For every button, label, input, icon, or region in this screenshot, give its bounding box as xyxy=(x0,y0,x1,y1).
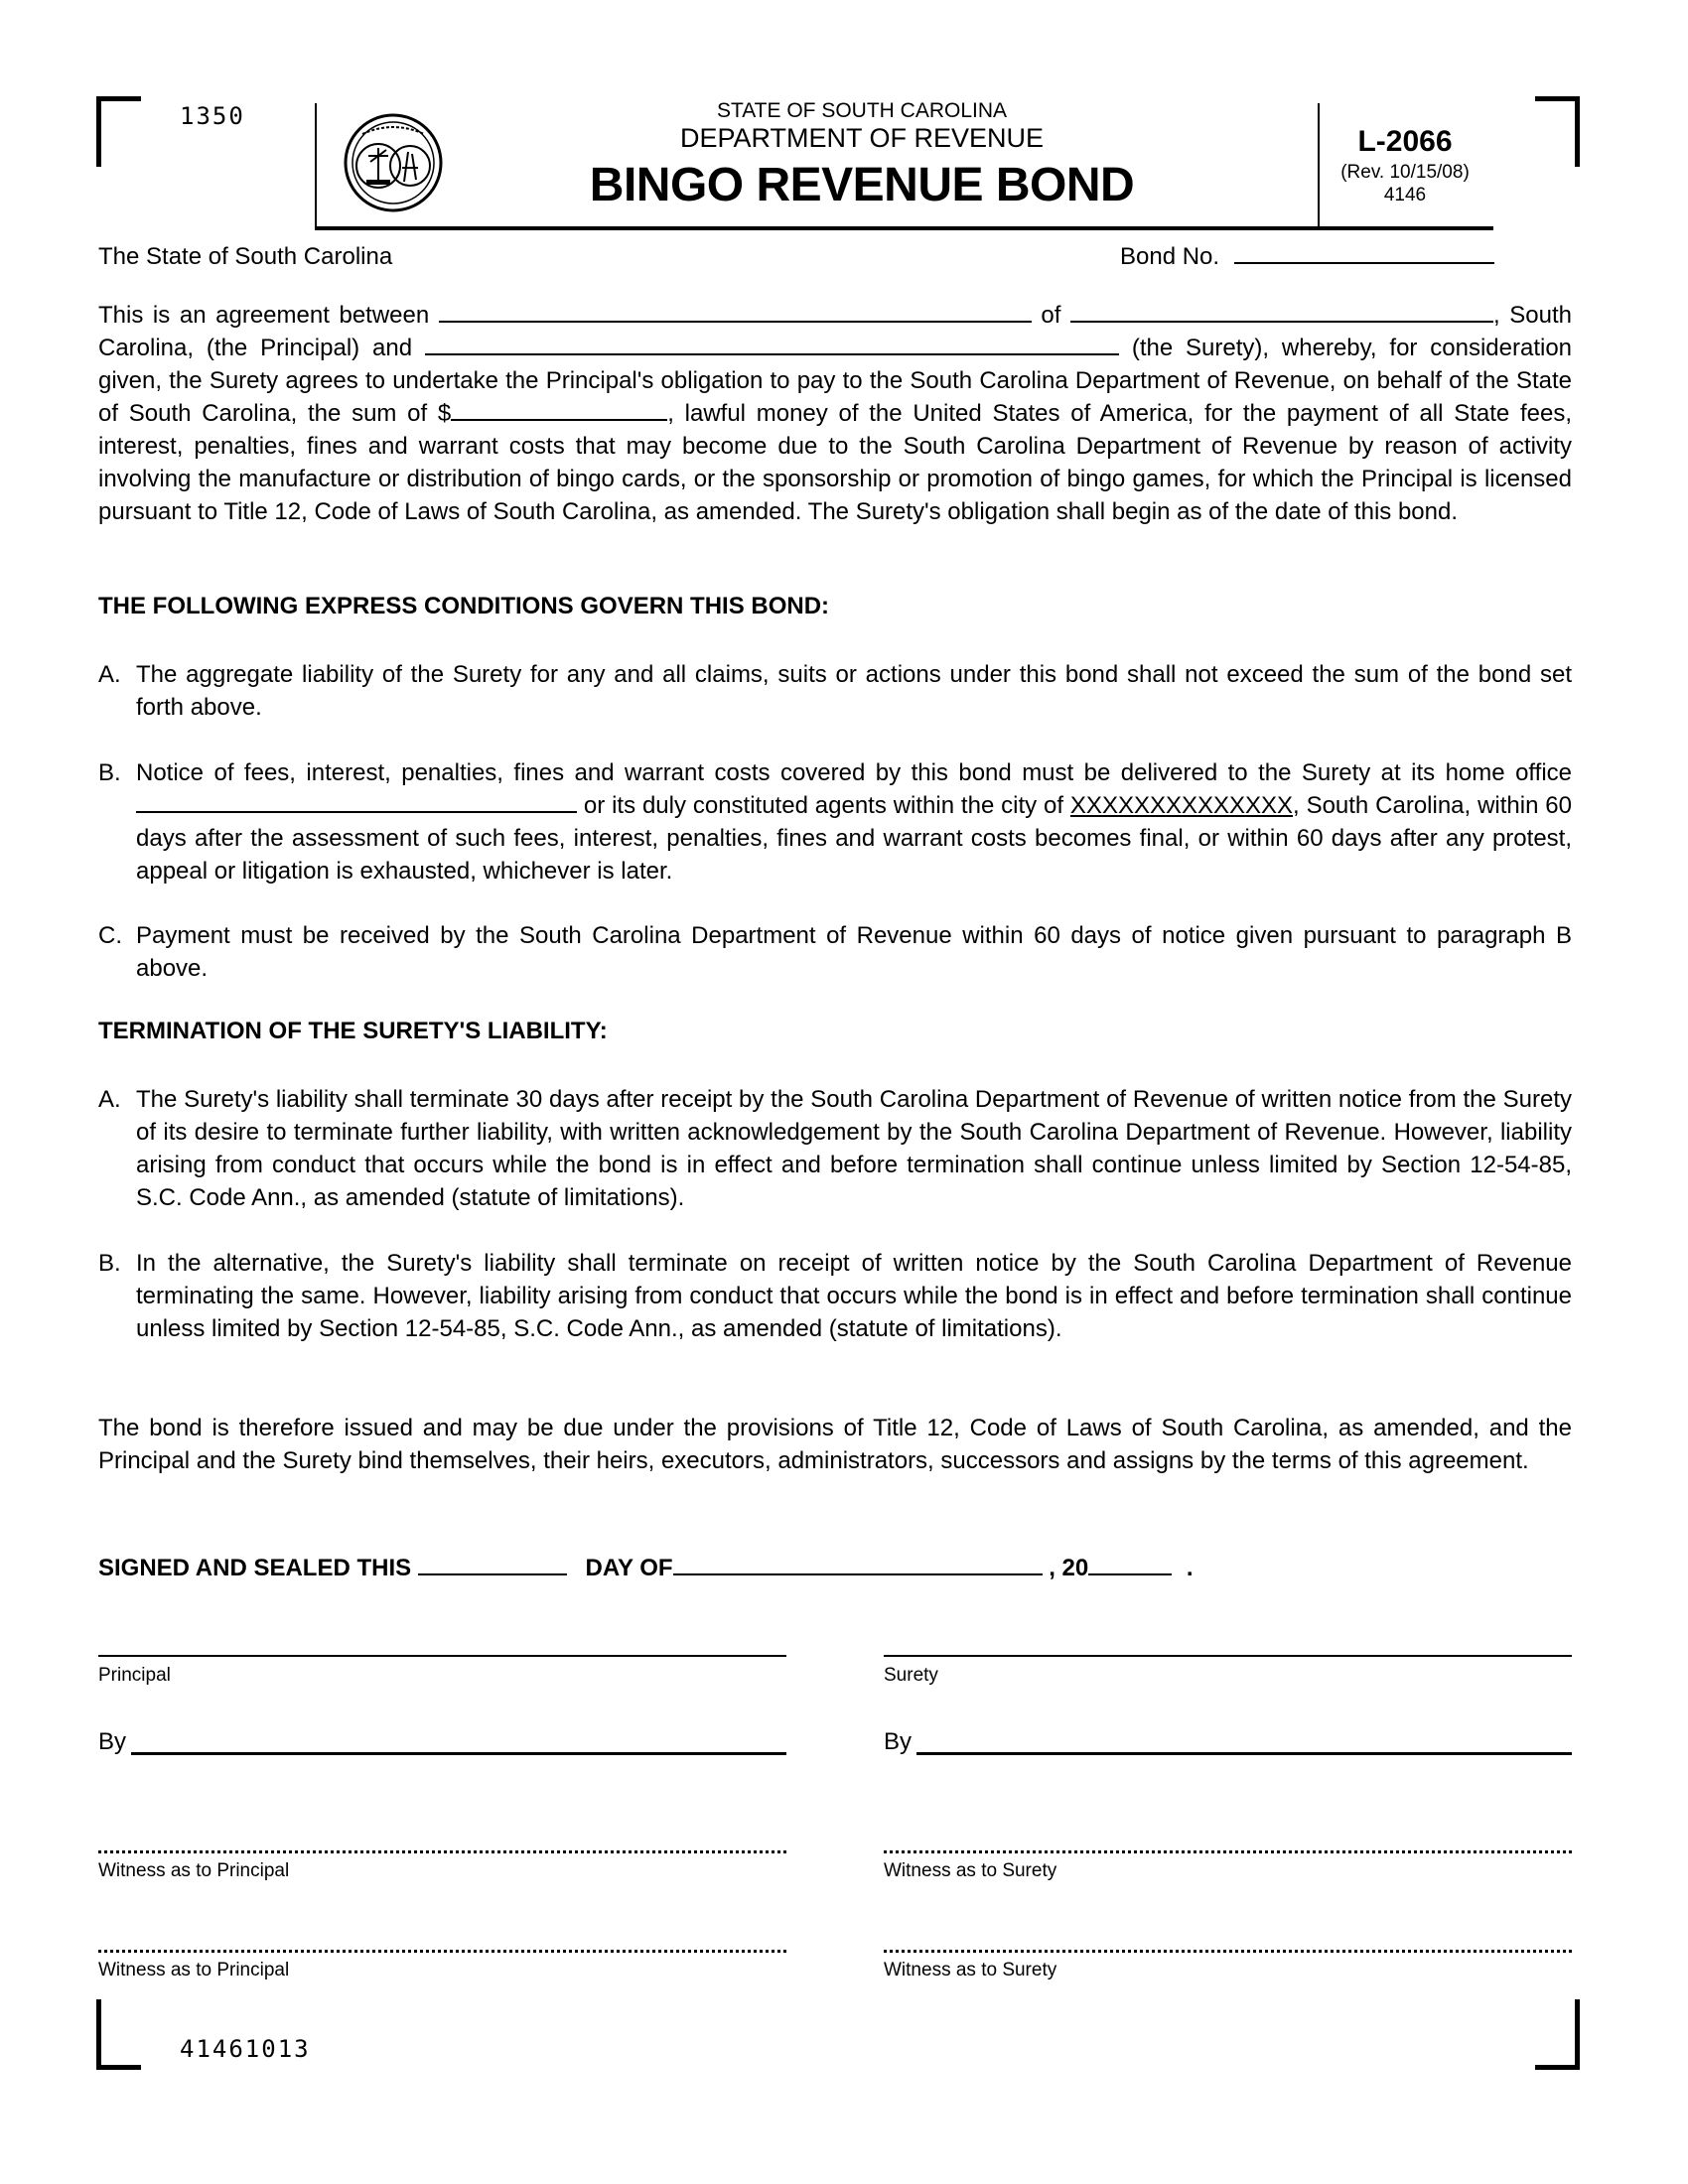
principal-witness-label-2: Witness as to Principal xyxy=(98,1960,290,1980)
corner-mark-bottom-right xyxy=(1535,1999,1580,2070)
signed-text: SIGNED AND SEALED THIS xyxy=(98,1555,412,1581)
principal-by-line[interactable] xyxy=(131,1752,786,1755)
signed-text: DAY OF xyxy=(585,1555,673,1581)
surety-by-line[interactable] xyxy=(916,1752,1572,1755)
condition-text: The aggregate liability of the Surety for any and all claims, suits or actions under this bond shall not exceed the sum of the bond set forth above. xyxy=(136,661,1572,721)
bond-amount-blank[interactable] xyxy=(451,397,667,421)
agreement-text: (the Surety), whereby, for consideration given, the Surety agrees to undertake the Principal's obligation to pay to the South Carolina Department of Revenue, on behalf of the State of South Carolina, the sum of $ xyxy=(98,335,1573,427)
surety-label: Surety xyxy=(884,1665,938,1686)
form-code-top: 1350 xyxy=(180,102,245,130)
termination-text: In the alternative, the Surety's liability shall terminate on receipt of written notice by the South Carolina Department of Revenue terminating the same. However, liability arising from conduct that occurs while the bond is in effect and before termination shall continue unless limited by Section 12-54-85, S.C. Code Ann., as amended (statute of limitations). xyxy=(136,1250,1572,1342)
bond-number-field[interactable] xyxy=(1120,240,1494,273)
surety-witness-line-2[interactable] xyxy=(884,1950,1572,1953)
signed-text: , 20 xyxy=(1049,1555,1089,1581)
state-label: The State of South Carolina xyxy=(98,243,393,270)
surety-witness-label-1: Witness as to Surety xyxy=(884,1860,1057,1881)
surety-witness-line-1[interactable] xyxy=(884,1850,1572,1853)
termination-label: B. xyxy=(98,1250,121,1277)
condition-a xyxy=(98,658,1572,724)
corner-mark-top-right xyxy=(1535,96,1580,167)
corner-mark-top-left xyxy=(96,96,141,167)
city-value: XXXXXXXXXXXXXX xyxy=(1069,792,1294,819)
header-divider-right xyxy=(1318,103,1320,228)
department-name: DEPARTMENT OF REVENUE xyxy=(679,123,1045,153)
state-name: STATE OF SOUTH CAROLINA xyxy=(716,99,1008,122)
month-blank[interactable] xyxy=(673,1552,1043,1575)
signed-sealed-line xyxy=(98,1552,1194,1582)
closing-paragraph: The bond is therefore issued and may be due under the provisions of Title 12, Code of Laws of South Carolina, as amended, and the Principal and the Surety bind themselves, their heirs, executors, administrators, successors and assigns by the terms of this agreement. xyxy=(98,1415,1572,1474)
agreement-text: South Carolina, (the Principal) and xyxy=(98,302,1572,361)
state-seal-icon xyxy=(343,112,444,218)
surety-name-blank[interactable] xyxy=(425,332,1119,355)
conditions-heading: THE FOLLOWING EXPRESS CONDITIONS GOVERN THIS BOND: xyxy=(98,593,830,619)
principal-by-label: By xyxy=(98,1728,127,1755)
principal-witness-line-2[interactable] xyxy=(98,1950,786,1953)
principal-label: Principal xyxy=(98,1665,171,1686)
year-blank[interactable] xyxy=(1088,1552,1172,1575)
corner-mark-bottom-left xyxy=(96,1999,141,2070)
header-rule xyxy=(315,226,1493,230)
surety-witness-label-2: Witness as to Surety xyxy=(884,1960,1057,1980)
principal-signature-line[interactable] xyxy=(98,1655,786,1657)
form-revision: (Rev. 10/15/08) xyxy=(1340,162,1470,183)
condition-label: C. xyxy=(98,922,122,949)
form-code-bottom: 41461013 xyxy=(180,2035,311,2063)
principal-witness-label-1: Witness as to Principal xyxy=(98,1860,290,1881)
form-id: 4146 xyxy=(1383,185,1427,205)
day-blank[interactable] xyxy=(418,1552,567,1575)
header-divider-left xyxy=(315,103,317,228)
agreement-text: , lawful money of the United States of America, for the payment of all State fees, interest, penalties, fines and warrant costs that may become due to the South Carolina Department of Revenue by reason of activity involving the manufacture or distribution of bingo cards, or the sponsorship or promotion of bingo games, for which the Principal is licensed pursuant to Title 12, Code of Laws of South Carolina, as amended. The Surety's obligation shall begin as of the date of this bond. xyxy=(98,400,1572,525)
principal-city-blank[interactable] xyxy=(1070,299,1493,323)
condition-text: or its duly constituted agents within the city of xyxy=(583,792,1064,819)
condition-label: A. xyxy=(98,661,121,688)
bond-number-label: Bond No. xyxy=(1120,243,1220,270)
agreement-paragraph xyxy=(98,299,1572,528)
principal-witness-line-1[interactable] xyxy=(98,1850,786,1853)
agreement-text: of xyxy=(1041,302,1061,329)
page-title: BINGO REVENUE BOND xyxy=(589,159,1135,211)
bond-number-blank[interactable] xyxy=(1234,240,1494,264)
surety-by-label: By xyxy=(884,1728,913,1755)
condition-text: Notice of fees, interest, penalties, fines and warrant costs covered by this bond must be delivered to the Surety at its home office xyxy=(136,759,1572,786)
signed-text: . xyxy=(1186,1555,1194,1581)
home-office-blank[interactable] xyxy=(136,789,577,813)
condition-text: , South Carolina, within 60 days after the assessment of such fees, interest, penalties, fines and warrant costs becomes final, or within 60 days after any protest, appeal or litigation is exhausted, whichever is later. xyxy=(136,792,1572,885)
form-number: L-2066 xyxy=(1357,125,1453,158)
termination-heading: TERMINATION OF THE SURETY'S LIABILITY: xyxy=(98,1018,608,1044)
termination-a xyxy=(98,1083,1572,1214)
condition-b xyxy=(98,756,1572,887)
termination-text: The Surety's liability shall terminate 30 days after receipt by the South Carolina Department of Revenue of written notice from the Surety of its desire to terminate further liability, with written acknowledgement by the South Carolina Department of Revenue. However, liability arising from conduct that occurs while the bond is in effect and before termination shall continue unless limited by Section 12-54-85, S.C. Code Ann., as amended (statute of limitations). xyxy=(136,1086,1572,1211)
condition-c xyxy=(98,919,1572,985)
surety-signature-line[interactable] xyxy=(884,1655,1572,1657)
termination-label: A. xyxy=(98,1086,121,1113)
condition-label: B. xyxy=(98,759,121,786)
termination-b xyxy=(98,1247,1572,1345)
agreement-text: , xyxy=(1493,302,1500,329)
principal-name-blank[interactable] xyxy=(439,299,1032,323)
agreement-text: This is an agreement between xyxy=(98,302,430,329)
condition-text: Payment must be received by the South Carolina Department of Revenue within 60 days of notice given pursuant to paragraph B above. xyxy=(136,922,1572,982)
